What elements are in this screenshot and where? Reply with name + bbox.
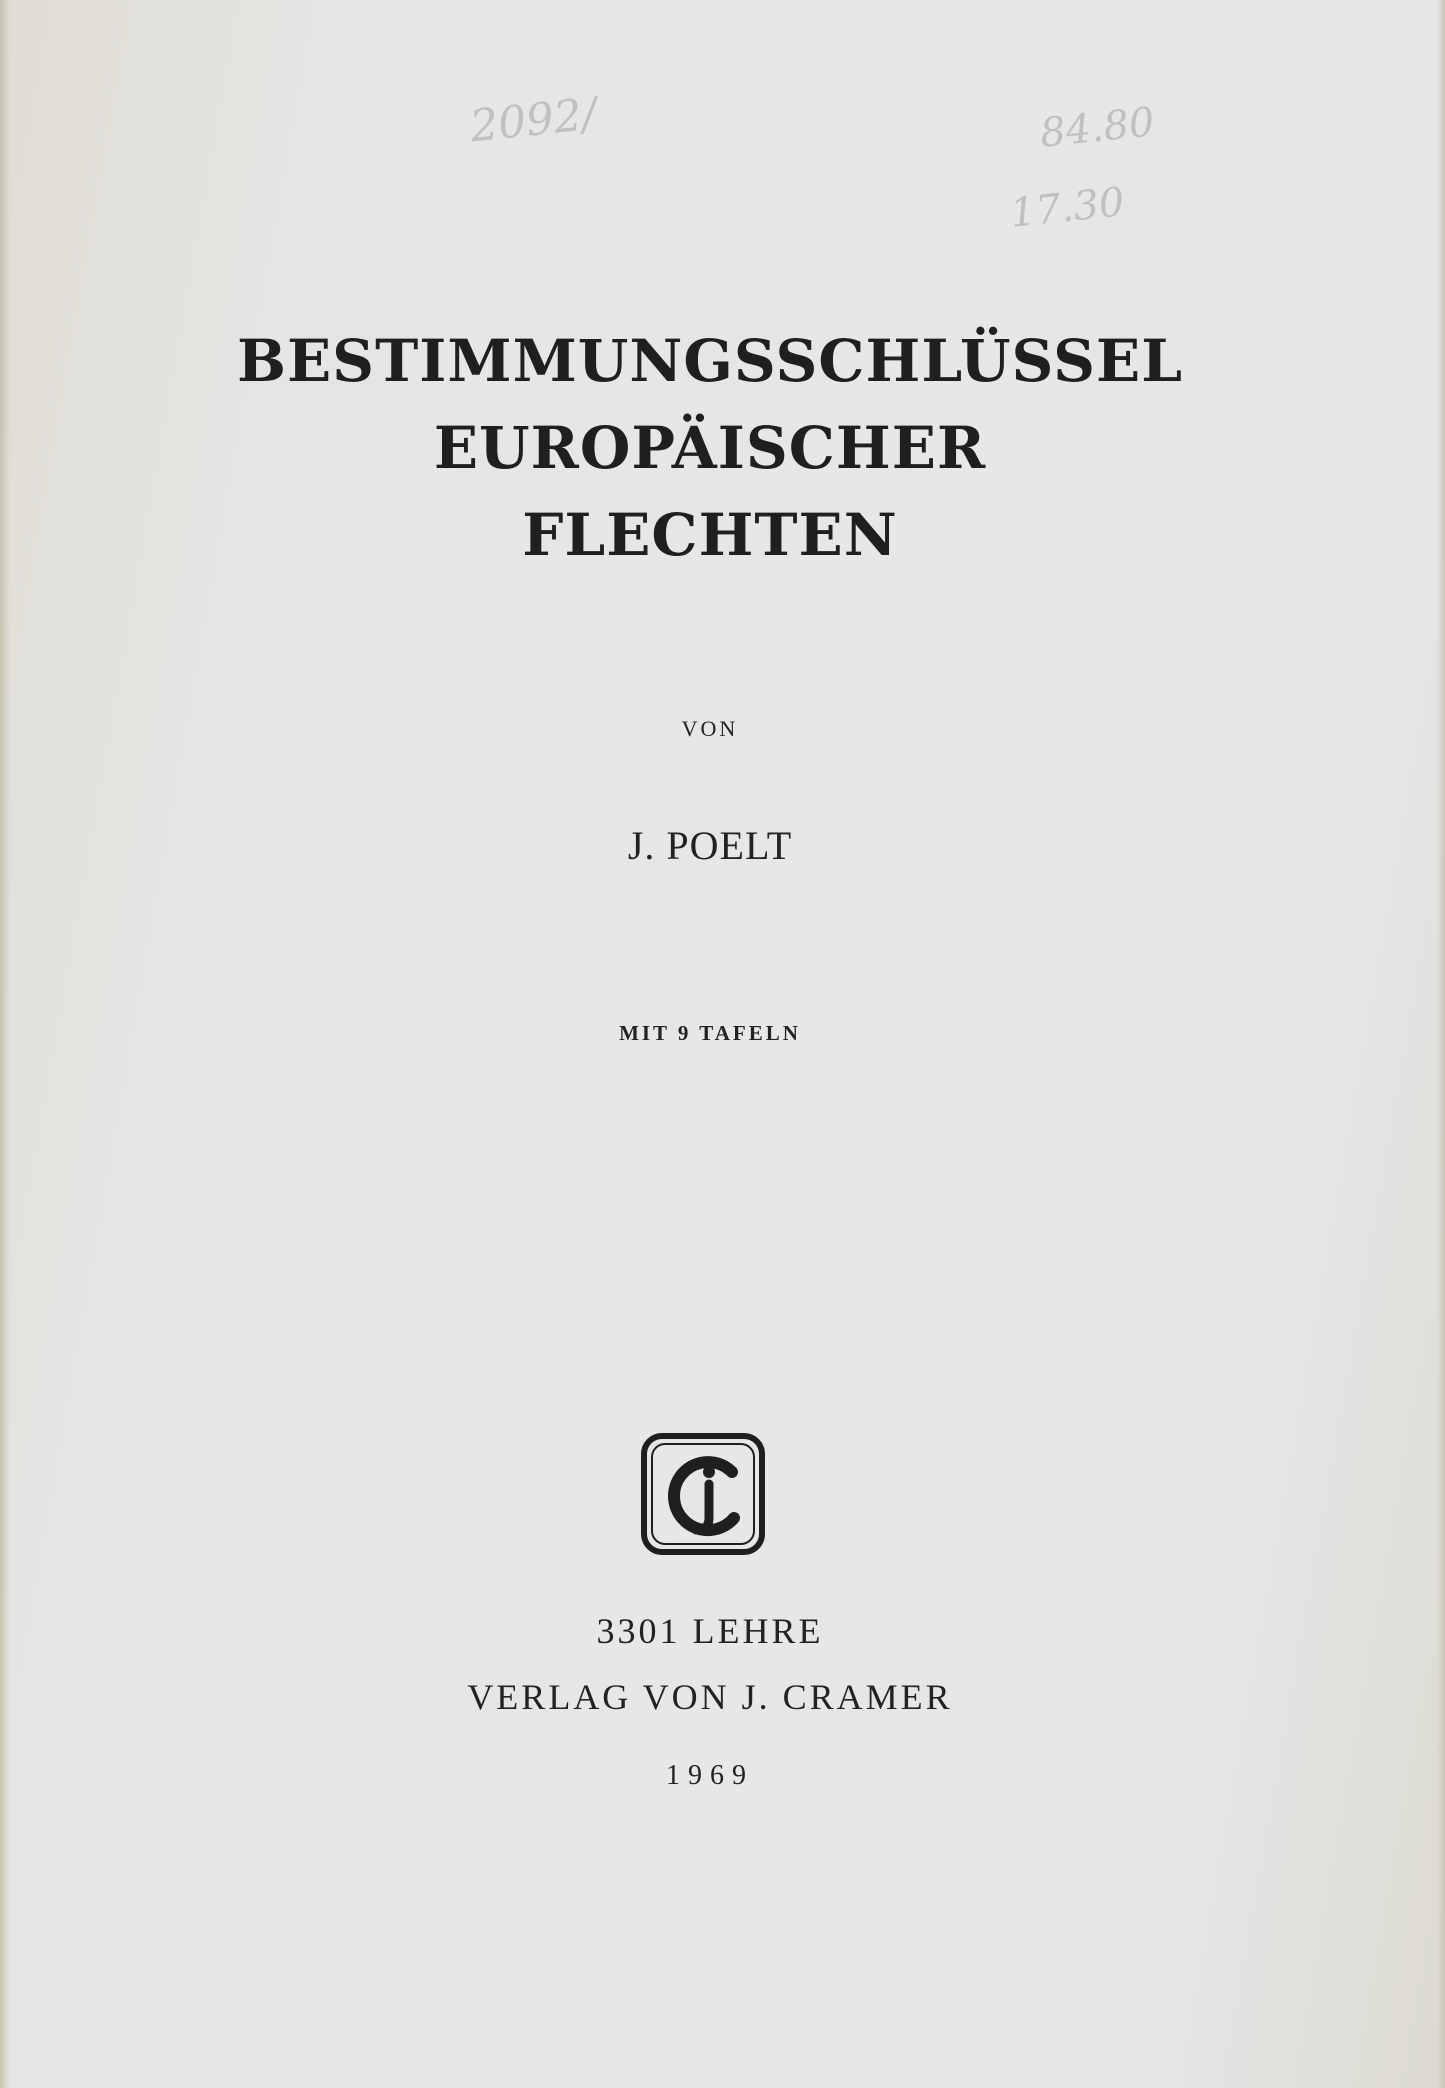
book-title	[0, 318, 1420, 579]
publisher-city: 3301 LEHRE	[596, 1611, 824, 1651]
cramer-publisher-logo-icon	[640, 1432, 766, 1556]
pencil-note-catalog-number: 2092/	[467, 88, 600, 153]
title-line-1: BESTIMMUNGSSCHLÜSSEL	[236, 327, 1184, 395]
author-name: J. POELT	[627, 823, 793, 868]
title-line-2: EUROPÄISCHER	[433, 414, 987, 482]
right-page-edge	[1437, 0, 1445, 2088]
title-line-3: FLECHTEN	[522, 501, 898, 569]
pencil-note-price-new: 17.30	[1007, 179, 1127, 237]
plates-note: MIT 9 TAFELN	[619, 1021, 801, 1045]
pencil-note-price-old: 84.80	[1037, 99, 1157, 157]
publication-year: 1969	[666, 1760, 754, 1791]
publisher-name: VERLAG VON J. CRAMER	[467, 1677, 953, 1717]
by-label: VON	[681, 716, 739, 741]
